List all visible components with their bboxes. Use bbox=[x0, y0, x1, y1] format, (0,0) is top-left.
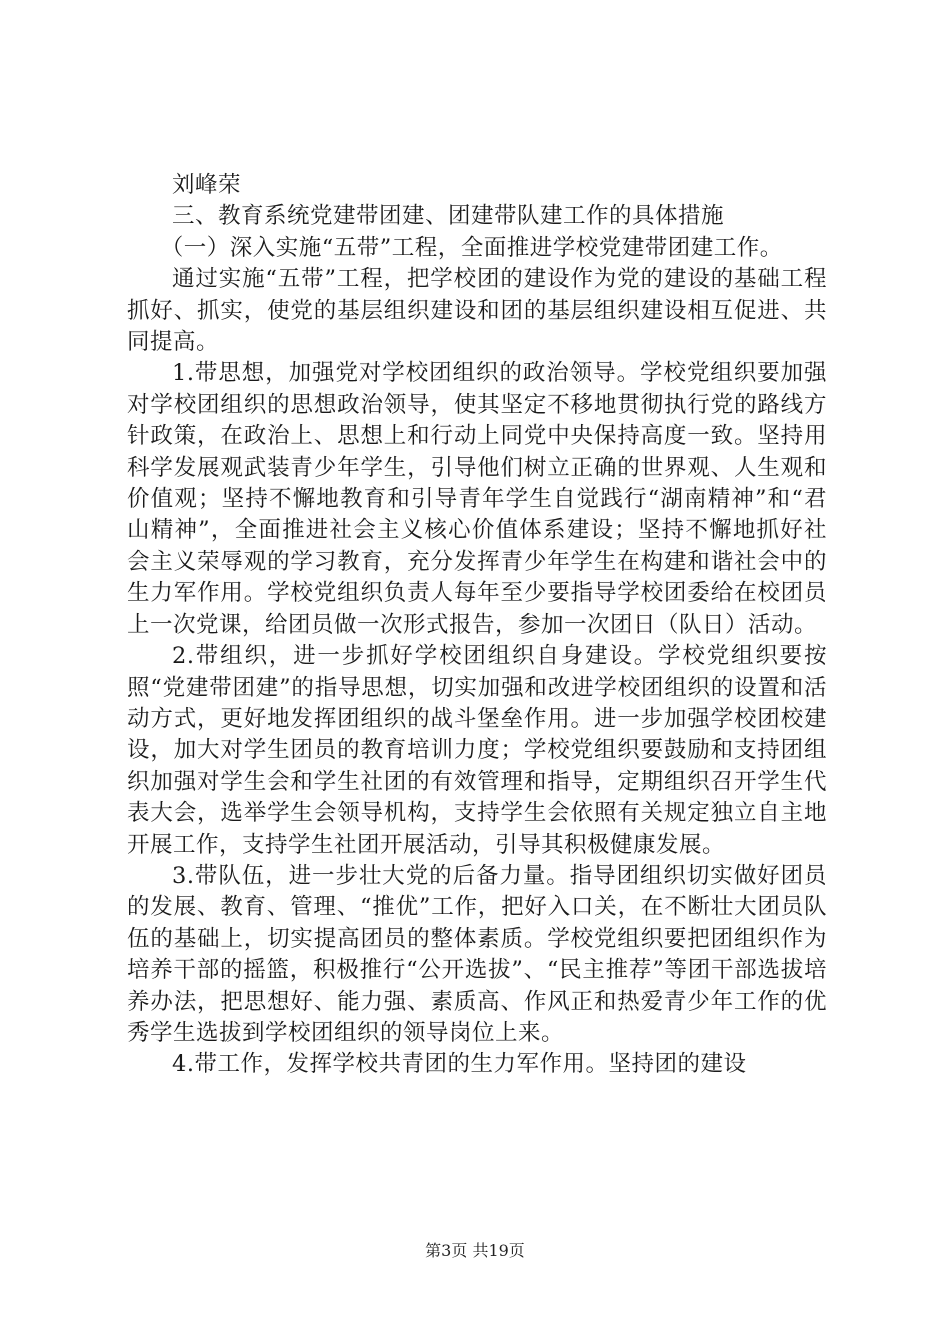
paragraph-item-1: 1.带思想，加强党对学校团组织的政治领导。学校党组织要加强对学校团组织的思想政治领导，使其坚定不移地贯彻执行党的路线方针政策，在政治上、思想上和行动上同党中央保持高度一致。坚持用科学发展观武装青少年学生，引导他们树立正确的世界观、人生观和价值观；坚持不懈地教育和引导青年学生自觉践行“湖南精神”和“君山精神”，全面推进社会主义核心价值体系建设；坚持不懈地抓好社会主义荣辱观的学习教育，充分发挥青少年学生在构建和谐社会中的生力军作用。学校党组织负责人每年至少要指导学校团委给在校团员上一次党课，给团员做一次形式报告，参加一次团日（队日）活动。 bbox=[127, 360, 827, 638]
paragraph-intro: 通过实施“五带”工程，把学校团的建设作为党的建设的基础工程抓好、抓实，使党的基层组织建设和团的基层组织建设相互促进、共同提高。 bbox=[127, 266, 827, 356]
paragraph-item-3: 3.带队伍，进一步壮大党的后备力量。指导团组织切实做好团员的发展、教育、管理、“推优”工作，把好入口关，在不断壮大团员队伍的基础上，切实提高团员的整体素质。学校党组织要把团组织作为培养干部的摇篮，积极推行“公开选拔”、“民主推荐”等团干部选拔培养办法，把思想好、能力强、素质高、作风正和热爱青少年工作的优秀学生选拔到学校团组织的领导岗位上来。 bbox=[127, 862, 827, 1046]
section-heading: 三、教育系统党建带团建、团建带队建工作的具体措施 bbox=[172, 203, 725, 230]
author-name: 刘峰荣 bbox=[172, 172, 242, 198]
paragraph-item-4: 4.带工作，发挥学校共青团的生力军作用。坚持团的建设 bbox=[172, 1051, 747, 1078]
paragraph-item-2: 2.带组织，进一步抓好学校团组织自身建设。学校党组织要按照“党建带团建”的指导思想，切实加强和改进学校团组织的设置和活动方式，更好地发挥团组织的战斗堡垒作用。进一步加强学校团校建设，加大对学生团员的教育培训力度；学校党组织要鼓励和支持团组织加强对学生会和学生社团的有效管理和指导，定期组织召开学生代表大会，选举学生会领导机构，支持学生会依照有关规定独立自主地开展工作，支持学生社团开展活动，引导其积极健康发展。 bbox=[127, 643, 827, 858]
subheading: （一）深入实施“五带”工程，全面推进学校党建带团建工作。 bbox=[160, 234, 783, 261]
page-footer: 第3页 共19页 bbox=[425, 1241, 525, 1260]
document-body bbox=[127, 170, 827, 1081]
